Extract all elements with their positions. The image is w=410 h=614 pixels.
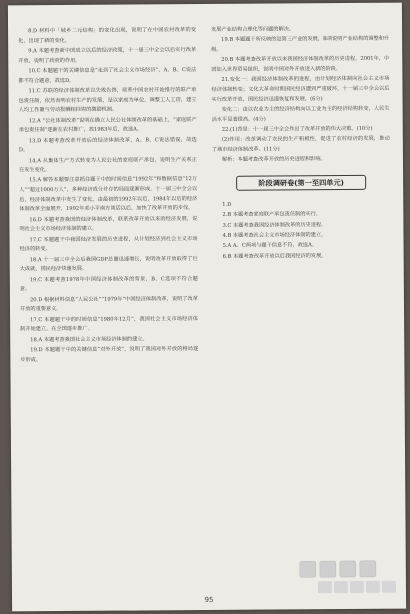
answer-paragraph: 1.D (222, 201, 232, 208)
answer-paragraph: 5.A A、C两项与题干信息不符，故选A。 (222, 242, 318, 250)
answer-paragraph: 13.D 本题考查改革开放后的经济体制改革，A、B、C说法错误，故选D。 (18, 136, 197, 154)
answer-paragraph: 20.B 本题考查改革开放以来我国经济体制改革的历史进程。2001年，中国加入世界贸易组织，说明中国对外开放进入新的阶段。 (211, 56, 390, 73)
answer-paragraph: 变化二：由以农业为主的经济结构向以工业为主的经济结构转变，人民生活水平显著提高。(4分) (211, 105, 390, 123)
watermark-logo (298, 559, 398, 596)
answer-paragraph: 12.A “公社体制改革”说明在确立人民公社体制改革的基础上，“家庭联产承包责任制”逐渐在农村推广，故1983年后，故选A。 (18, 116, 197, 134)
answer-paragraph: 22.(1)背景：十一届三中全会作出了改革开放的伟大决策。(10分) (221, 125, 373, 133)
answer-paragraph: 17.C 本题题干中的时间信息“1980年12月”，我国社会主义市场经济体制开始建立，在全国逐步推广。 (20, 315, 199, 333)
answer-paragraph: 21.变化一：我国经济体制改革的进程，由计划经济体制向社会主义市场经济体制转变；文化大革命时期国民经济遭到严重破坏，十一届三中全会以后实行改革开放，国民经济迅速恢复和发展。(6分) (211, 76, 390, 103)
answer-paragraph: 11.C 苏联的经济体制改革以失败告终，联系中国农村开始推行的联产承包责任制，依然表明农村生产的发展，是以家庭为单位，调整工人工资，建立人均工作量与劳动报酬相挂钩的激励机制。 (18, 87, 197, 114)
answer-paragraph: 15.A 解答本题要注意抓住题干中的时间信息“1992年”和数据信息“12万人”“超过1000万人”，多种经济成分并存的局面逐渐形成。十一届三中全会以后，经济体制改革中发生了变化，由最初的1992年以后，1984年以后的经济体制改革全面展开，1992年邓小平南方谈话以后，加快了改革开放的步伐。 (19, 176, 198, 213)
answer-paragraph: 10.C 本题题干的关键信息是“走到了社会主义市场经济”，A、B、C说法都不符合题意，故选D。 (18, 67, 197, 84)
answer-paragraph: 2.B 本题考查家庭联产承包责任制的实行。 (222, 211, 321, 219)
left-column (18, 26, 198, 366)
answer-paragraph: 9.A 本题考查新中国成立以后的经济政策，十一届三中全会以后实行改革开放，说明了政府的作用。 (18, 47, 197, 64)
answer-paragraph: 17.C 本题题干中我国经济发展的历史进程，从计划经济到社会主义市场经济的转变。 (19, 235, 198, 253)
answer-paragraph: (2)作用：改革调动了农民的生产积极性，促进了农村经济的发展，推动了城市经济体制改革。(11分) (211, 136, 390, 153)
answer-paragraph: 3.C 本题考查我国经济体制改革的历史进程。 (222, 221, 327, 229)
answer-paragraph: 发展产业结构合理化等问题的解决。 (211, 26, 295, 33)
answer-paragraph: 18.A 本题考查我国社会主义市场经济体制的建立。 (30, 335, 148, 343)
answer-paragraph: 14.A 从集体生产方式转变为人民公社的家庭联产承包，说明生产关系正在发生变化。 (19, 156, 197, 174)
answer-paragraph: 19.D 本题题干中的关键信息“对外开放”，说明了我国对外开放的格局逐步形成。 (20, 346, 199, 363)
right-column (211, 25, 391, 263)
answer-paragraph: 19.C 本题考查1978年中国经济体制改革的背景，B、C选项不符合题意。 (19, 275, 198, 293)
document-page (8, 3, 406, 612)
answer-paragraph: 解析：本题考查改革开放的历史进程和影响。 (221, 156, 326, 164)
answer-paragraph: 19.B 本题题干所反映的是第三产业的发展，B项说明产业结构的调整和升级。 (211, 36, 390, 53)
answer-paragraph: 18.A 十一届三中全会后我国GDP总量迅速增长，说明改革开放取得了巨大成就，国民经济快速发展。 (19, 255, 198, 273)
section-title: 阶段调研卷(第一至四单元) (236, 175, 366, 191)
answer-paragraph: 6.B 本题考查改革开放以后我国经济的发展。 (222, 253, 327, 260)
answer-paragraph: 20.D 根据材料信息“人民公社”“1979年”中国经济体制改革，说明了改革开放的重要意义。 (19, 295, 198, 313)
answer-paragraph: 4.B 本题考查社会主义市场经济体制的建立。 (222, 232, 327, 239)
answer-paragraph: 16.D 本题考查我国的经济体制改革，联系改革开放以来的经济发展，说明社会主义市场经济体制的建立。 (19, 215, 198, 233)
answer-paragraph: 8.D 材料中「城乡二元结构」的变化出现，说明了在中国农村改革的变化，出现了新的变化。 (18, 27, 197, 44)
page-number: 95 (204, 595, 214, 605)
